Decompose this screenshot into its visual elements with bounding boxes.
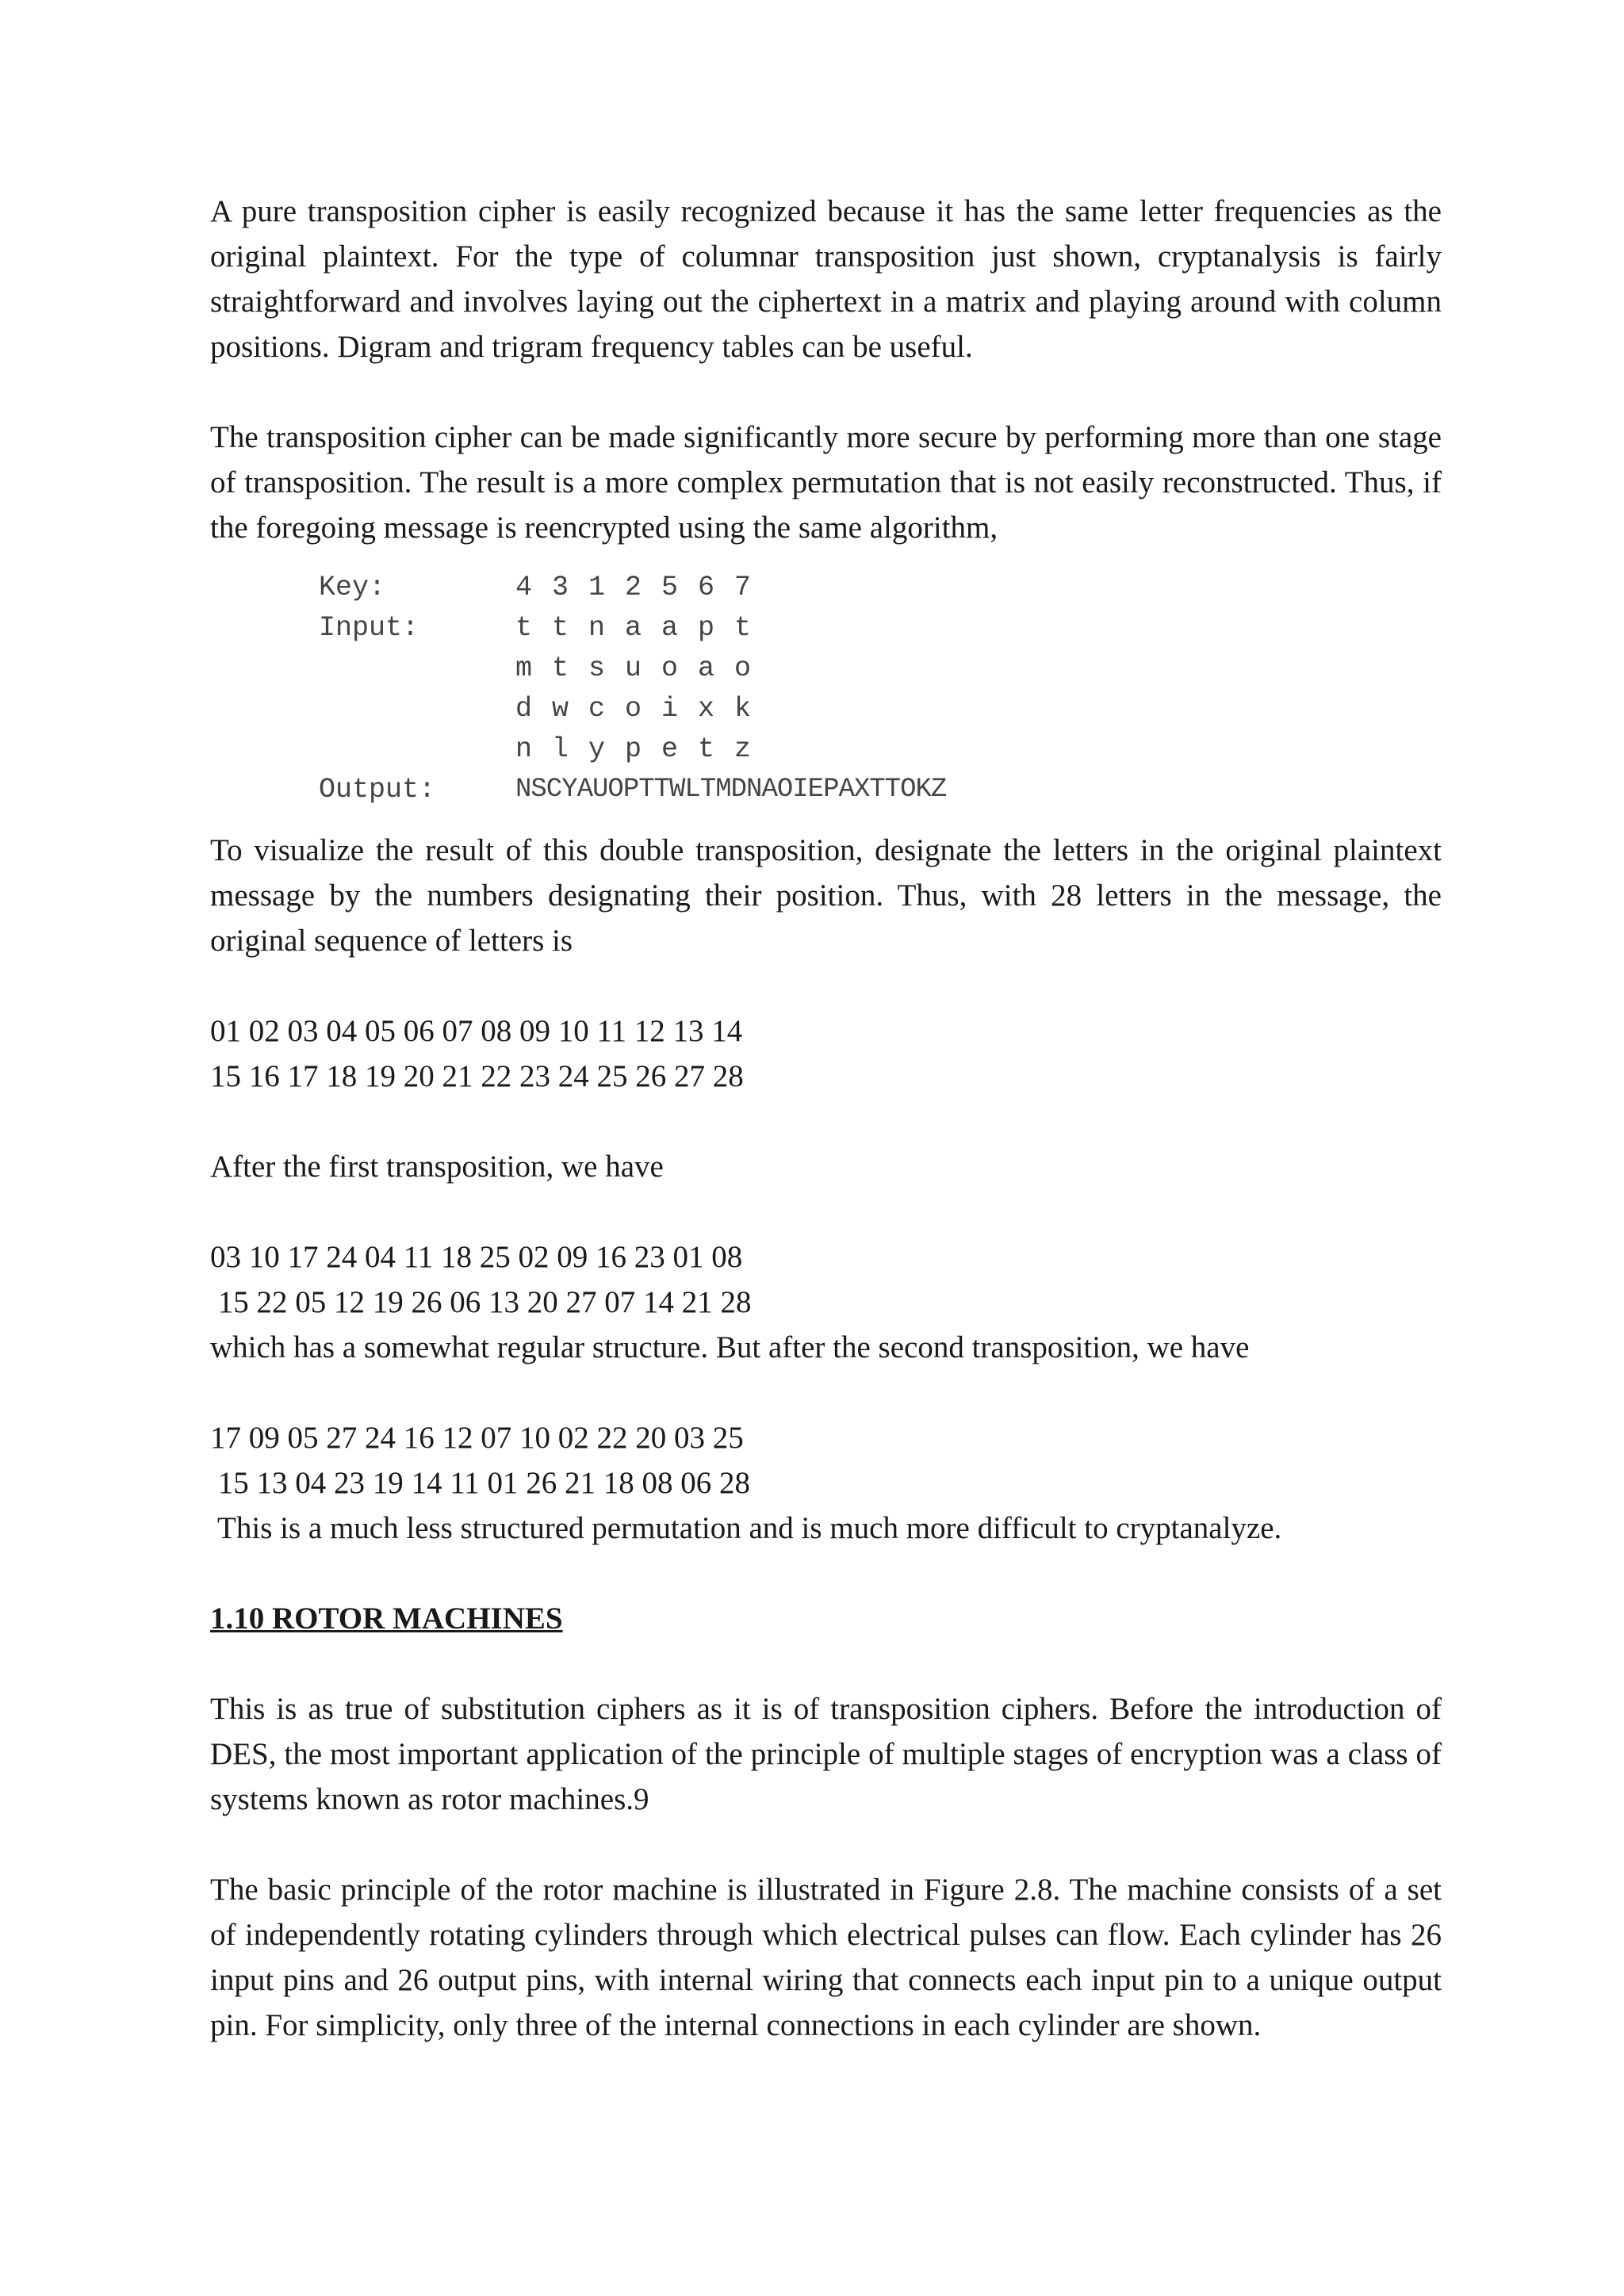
document-page [210,189,1442,2048]
paragraph-rotor-principle: The basic principle of the rotor machine is illustrated in Figure 2.8. The machine consists of a set of independently rotating cylinders through which electrical pulses can flow. Each cylinder has 26 input pins and 26 output pins, with internal wiring that connects each input pin to a unique output pin. For simplicity, only three of the internal connections in each cylinder are shown. [210,1873,1442,2042]
paragraph-less-structured: This is a much less structured permutation and is much more difficult to cryptanalyze. [210,1511,1282,1545]
first-sequence-line-2: 15 22 05 12 19 26 06 13 20 27 07 14 21 28 [210,1285,752,1319]
paragraph-visualize: To visualize the result of this double transposition, designate the letters in the original plaintext message by the numbers designating their position. Thus, with 28 letters in the message, the original sequence of letters is [210,833,1442,958]
input-row-4: n l y p e t z [515,733,753,765]
input-row-1: t t n a a p t [515,612,753,644]
paragraph-double-transposition: The transposition cipher can be made significantly more secure by performing more than one stage of transposition. The result is a more complex permutation that is not easily reconstructed. Thus, if the foregoing message is reencrypted using the same algorithm, [210,420,1442,545]
input-label: Input: [319,612,419,644]
section-heading: 1.10 ROTOR MACHINES [210,1601,563,1636]
input-row-3: d w c o i x k [515,693,753,725]
output-value: NSCYAUOPTTWLTMDNAOIEPAXTTOKZ [515,775,947,805]
key-label: Key: [319,572,386,603]
paragraph-regular-structure: which has a somewhat regular structure. But after the second transposition, we have [210,1330,1250,1364]
input-row [319,689,1442,729]
second-sequence-line-2: 15 13 04 23 19 14 11 01 26 21 18 08 06 28 [210,1466,751,1500]
first-sequence-line-1: 03 10 17 24 04 11 18 25 02 09 16 23 01 08 [210,1240,743,1274]
output-row [319,770,1442,810]
original-sequence-line-1: 01 02 03 04 05 06 07 08 09 10 11 12 13 14 [210,1014,743,1048]
paragraph-first-transposition: After the first transposition, we have [210,1150,664,1184]
key-row [319,568,1442,608]
original-sequence-line-2: 15 16 17 18 19 20 21 22 23 24 25 26 27 28 [210,1059,744,1093]
input-row [319,649,1442,689]
output-label: Output: [319,774,436,806]
input-row-2: m t s u o a o [515,652,753,684]
input-row [319,729,1442,770]
transposition-example [319,568,1442,810]
key-value: 4 3 1 2 5 6 7 [515,572,753,603]
paragraph-transposition-recognition: A pure transposition cipher is easily recognized because it has the same letter frequencies as the original plaintext. For the type of columnar transposition just shown, cryptanalysis is fairly straightforward and involves laying out the ciphertext in a matrix and playing around with column positions. Digram and trigram frequency tables can be useful. [210,194,1442,364]
second-sequence-line-1: 17 09 05 27 24 16 12 07 10 02 22 20 03 25 [210,1421,744,1455]
input-row [319,608,1442,649]
paragraph-rotor-intro: This is as true of substitution ciphers as it is of transposition ciphers. Before the introduction of DES, the most important application of the principle of multiple stages of encryption was a class of systems known as rotor machines.9 [210,1692,1442,1816]
